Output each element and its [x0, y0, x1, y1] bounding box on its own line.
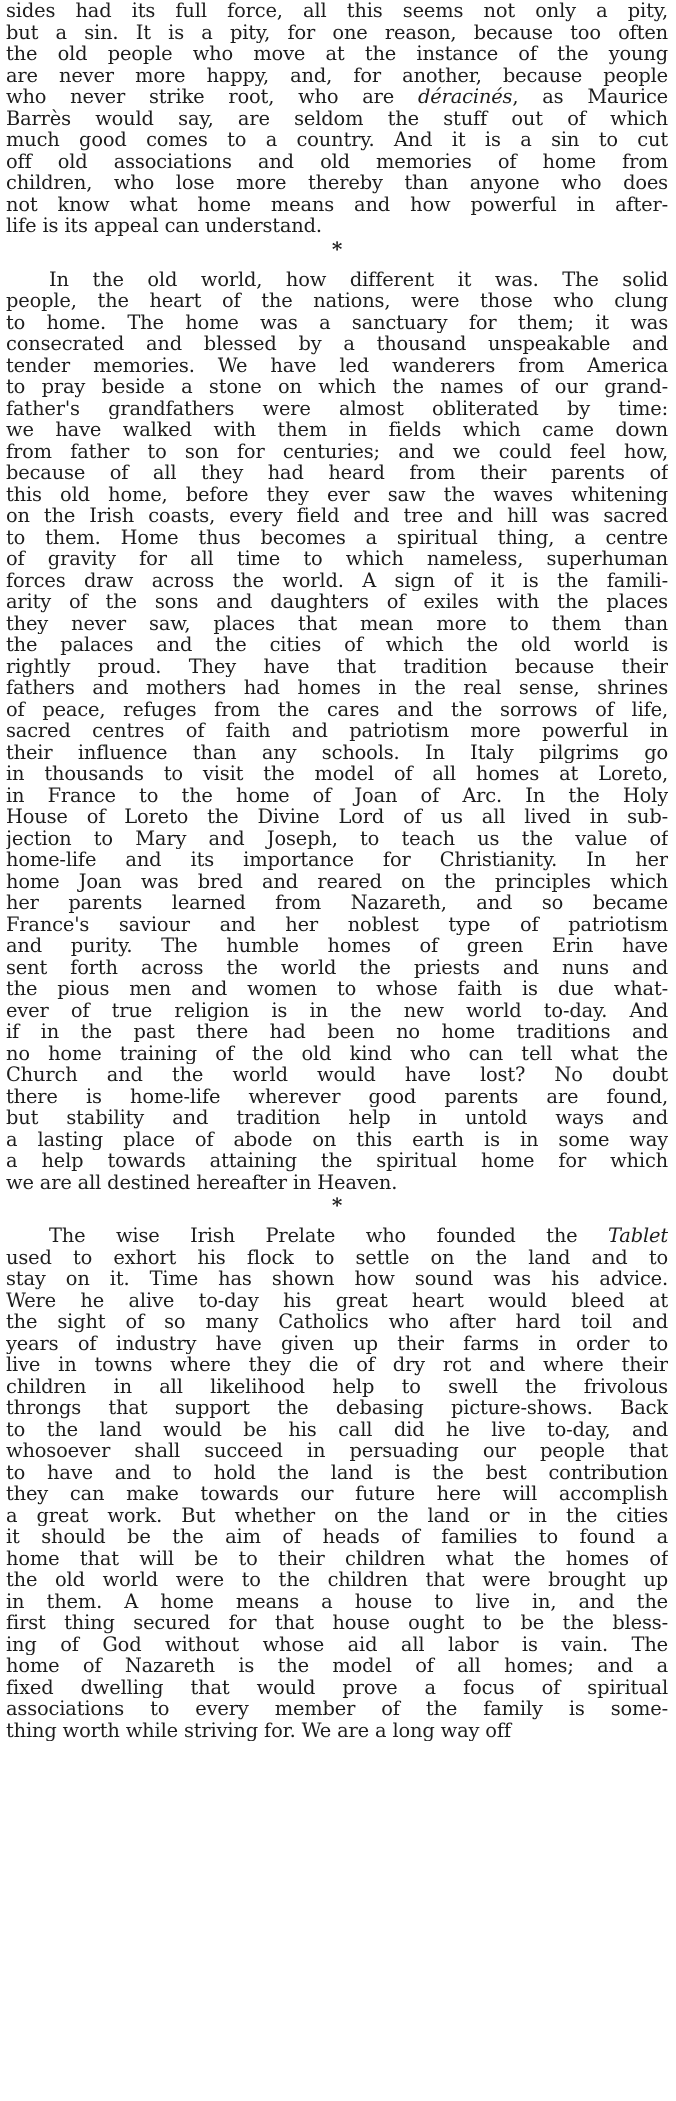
- text-line: no home training of the old kind who can tell what the: [6, 1042, 668, 1064]
- text-line: on the Irish coasts, every field and tree and hill was sacred: [6, 505, 668, 527]
- text-line: children in all likelihood help to swell the frivolous: [6, 1375, 668, 1397]
- text-line: stay on it. Time has shown how sound was his advice.: [6, 1268, 668, 1290]
- text-line: jection to Mary and Joseph, to teach us the value of: [6, 827, 668, 849]
- text-line: Were he alive to-day his great heart would bleed at: [6, 1289, 668, 1311]
- paragraph-1: [6, 0, 668, 237]
- text-line: the pious men and women to whose faith is due what-: [6, 978, 668, 1000]
- text-line: Church and the world would have lost? No doubt: [6, 1064, 668, 1086]
- text-line: their influence than any schools. In Italy pilgrims go: [6, 741, 668, 763]
- text-line: are never more happy, and, for another, because people: [6, 64, 668, 86]
- text-line: home of Nazareth is the model of all homes; and a: [6, 1655, 668, 1677]
- section-separator-2: *: [331, 1193, 343, 1217]
- text-line: but stability and tradition help in untold ways and: [6, 1107, 668, 1129]
- text-line: home Joan was bred and reared on the principles which: [6, 870, 668, 892]
- text-line: who never strike root, who are déracinés, as Maurice: [6, 86, 668, 108]
- text-line: France's saviour and her noblest type of patriotism: [6, 913, 668, 935]
- text-line: a help towards attaining the spiritual home for which: [6, 1150, 668, 1172]
- text-line: fixed dwelling that would prove a focus of spiritual: [6, 1676, 668, 1698]
- text-line: to pray beside a stone on which the names of our grand-: [6, 376, 668, 398]
- text-line: if in the past there had been no home traditions and: [6, 1021, 668, 1043]
- text-line: not know what home means and how powerful in after-: [6, 193, 668, 215]
- text-line: we have walked with them in fields which came down: [6, 419, 668, 441]
- text-line: House of Loreto the Divine Lord of us all lived in sub-: [6, 806, 668, 828]
- text-line: sides had its full force, all this seems not only a pity,: [6, 0, 668, 22]
- text-line: ing of God without whose aid all labor is vain. The: [6, 1633, 668, 1655]
- text-line: this old home, before they ever saw the waves whitening: [6, 483, 668, 505]
- text-line: in them. A home means a house to live in, and the: [6, 1590, 668, 1612]
- text-line: the old world were to the children that were brought up: [6, 1569, 668, 1591]
- text-line: whosoever shall succeed in persuading our people that: [6, 1440, 668, 1462]
- text-line: arity of the sons and daughters of exiles with the places: [6, 591, 668, 613]
- text-line: The wise Irish Prelate who founded the Tablet: [49, 1225, 668, 1247]
- text-line: the old people who move at the instance of the young: [6, 43, 668, 65]
- section-separator-1: *: [331, 236, 343, 261]
- text-line: home that will be to their children what the homes of: [6, 1547, 668, 1569]
- text-line: thing worth while striving for. We are a long way off: [6, 1719, 511, 1741]
- text-line: but a sin. It is a pity, for one reason, because too often: [6, 21, 668, 43]
- text-line: of gravity for all time to which nameless, superhuman: [6, 548, 668, 570]
- text-line: forces draw across the world. A sign of it is the famili-: [6, 569, 668, 591]
- text-line: associations to every member of the family is some-: [6, 1698, 668, 1720]
- text-line: people, the heart of the nations, were those who clung: [6, 290, 668, 312]
- text-line: to them. Home thus becomes a spiritual thing, a centre: [6, 526, 668, 548]
- text-line: her parents learned from Nazareth, and so became: [6, 892, 668, 914]
- text-line: a lasting place of abode on this earth is in some way: [6, 1128, 668, 1150]
- text-line: Barrès would say, are seldom the stuff out of which: [6, 107, 668, 129]
- text-line: because of all they had heard from their parents of: [6, 462, 668, 484]
- text-line: home-life and its importance for Christianity. In her: [6, 849, 668, 871]
- text-line: first thing secured for that house ought to be the bless-: [6, 1612, 668, 1634]
- paragraph-3: [6, 1225, 668, 1741]
- text-line: a great work. But whether on the land or in the cities: [6, 1504, 668, 1526]
- text-line: rightly proud. They have that tradition because their: [6, 655, 668, 677]
- text-line: father's grandfathers were almost obliterated by time:: [6, 397, 668, 419]
- text-line: sacred centres of faith and patriotism more powerful in: [6, 720, 668, 742]
- text-line: consecrated and blessed by a thousand unspeakable and: [6, 333, 668, 355]
- text-line: to the land would be his call did he live to-day, and: [6, 1418, 668, 1440]
- text-line: the palaces and the cities of which the old world is: [6, 634, 668, 656]
- text-line: from father to son for centuries; and we could feel how,: [6, 440, 668, 462]
- text-line: of peace, refuges from the cares and the sorrows of life,: [6, 698, 668, 720]
- text-line: fathers and mothers had homes in the real sense, shrines: [6, 677, 668, 699]
- text-line: in thousands to visit the model of all homes at Loreto,: [6, 763, 668, 785]
- paragraph-2: [6, 269, 668, 1194]
- text-line: the sight of so many Catholics who after hard toil and: [6, 1311, 668, 1333]
- text-line: used to exhort his flock to settle on the land and to: [6, 1246, 668, 1268]
- text-line: off old associations and old memories of home from: [6, 150, 668, 172]
- text-line: there is home-life wherever good parents are found,: [6, 1085, 668, 1107]
- text-line: life is its appeal can understand.: [6, 215, 322, 237]
- text-line: In the old world, how different it was. The solid: [49, 268, 668, 290]
- text-line: they can make towards our future here will accomplish: [6, 1483, 668, 1505]
- text-line: live in towns where they die of dry rot and where their: [6, 1354, 668, 1376]
- text-line: throngs that support the debasing picture-shows. Back: [6, 1397, 668, 1419]
- text-line: we are all destined hereafter in Heaven.: [6, 1171, 398, 1193]
- text-line: and purity. The humble homes of green Erin have: [6, 935, 668, 957]
- text-line: tender memories. We have led wanderers from America: [6, 354, 668, 376]
- text-line: in France to the home of Joan of Arc. In the Holy: [6, 784, 668, 806]
- text-line: years of industry have given up their farms in order to: [6, 1332, 668, 1354]
- text-line: sent forth across the world the priests and nuns and: [6, 956, 668, 978]
- text-line: to have and to hold the land is the best contribution: [6, 1461, 668, 1483]
- text-line: they never saw, places that mean more to them than: [6, 612, 668, 634]
- text-line: much good comes to a country. And it is a sin to cut: [6, 129, 668, 151]
- text-line: children, who lose more thereby than anyone who does: [6, 172, 668, 194]
- text-line: ever of true religion is in the new world to-day. And: [6, 999, 668, 1021]
- text-line: to home. The home was a sanctuary for them; it was: [6, 311, 668, 333]
- text-line: it should be the aim of heads of families to found a: [6, 1526, 668, 1548]
